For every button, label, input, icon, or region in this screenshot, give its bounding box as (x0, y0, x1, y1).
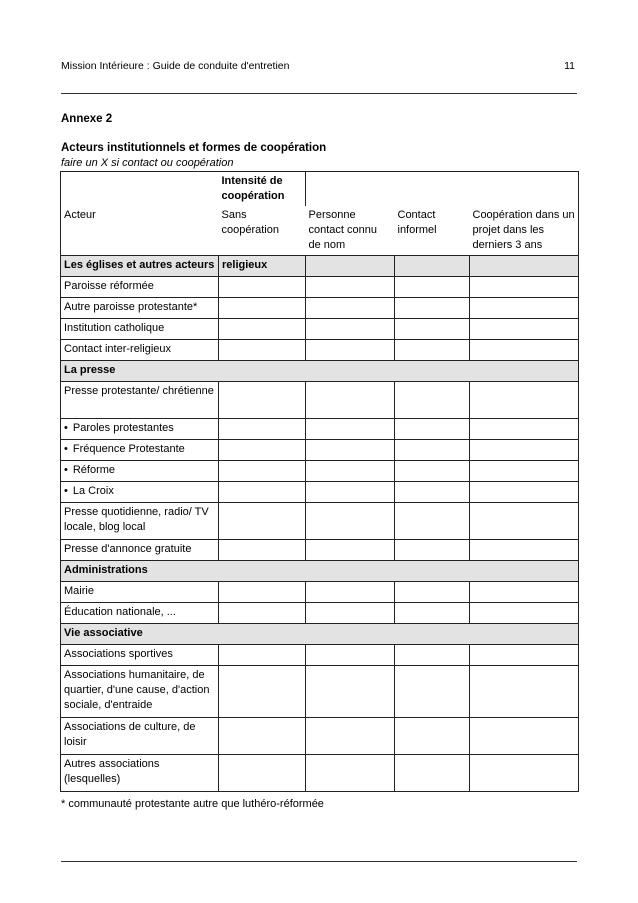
table-row (61, 482, 579, 503)
mark-cell[interactable] (219, 382, 306, 419)
mark-cell[interactable] (395, 340, 470, 361)
mark-cell[interactable] (470, 440, 579, 461)
mark-cell[interactable] (219, 440, 306, 461)
mark-cell[interactable] (306, 298, 395, 319)
section-row-associations (61, 624, 579, 645)
mark-cell[interactable] (306, 277, 395, 298)
mark-cell[interactable] (470, 666, 579, 718)
mark-cell[interactable] (306, 503, 395, 540)
mark-cell[interactable] (470, 482, 579, 503)
row-label: Presse d'annonce gratuite (61, 540, 219, 561)
mark-cell[interactable] (470, 718, 579, 755)
row-label: Paroisse réformée (61, 277, 219, 298)
mark-cell[interactable] (470, 755, 579, 792)
col-header-actor: Acteur (61, 206, 219, 256)
mark-cell[interactable] (306, 666, 395, 718)
mark-cell[interactable] (470, 603, 579, 624)
mark-cell[interactable] (395, 540, 470, 561)
section-title-cell: La presse (61, 361, 579, 382)
section-row-churches (61, 256, 579, 277)
mark-cell[interactable] (306, 718, 395, 755)
table-row (61, 419, 579, 440)
mark-cell[interactable] (306, 540, 395, 561)
header-empty-cell (61, 172, 219, 207)
mark-cell[interactable] (470, 340, 579, 361)
mark-cell[interactable] (395, 298, 470, 319)
table-row (61, 755, 579, 792)
table-row (61, 277, 579, 298)
mark-cell[interactable] (219, 319, 306, 340)
row-label: Autre paroisse protestante* (61, 298, 219, 319)
mark-cell[interactable] (395, 718, 470, 755)
mark-cell[interactable] (470, 298, 579, 319)
mark-cell[interactable] (470, 319, 579, 340)
row-label: Institution catholique (61, 319, 219, 340)
row-label: Éducation nationale, ... (61, 603, 219, 624)
row-label-bullet: • Fréquence Protestante (61, 440, 219, 461)
annex-title: Annexe 2 (61, 113, 113, 125)
mark-cell[interactable] (395, 419, 470, 440)
section-row-press (61, 361, 579, 382)
mark-cell[interactable] (219, 340, 306, 361)
mark-cell[interactable] (395, 603, 470, 624)
mark-cell[interactable] (219, 503, 306, 540)
mark-cell[interactable] (219, 718, 306, 755)
table-header-row (61, 172, 579, 207)
mark-cell[interactable] (395, 277, 470, 298)
table-row (61, 298, 579, 319)
row-label-bullet: • La Croix (61, 482, 219, 503)
mark-cell[interactable] (219, 755, 306, 792)
intensity-label: Intensité de coopération (219, 172, 306, 207)
mark-cell[interactable] (219, 277, 306, 298)
mark-cell[interactable] (306, 340, 395, 361)
mark-cell[interactable] (395, 440, 470, 461)
mark-cell[interactable] (219, 540, 306, 561)
page-header (61, 60, 577, 80)
mark-cell[interactable] (470, 277, 579, 298)
mark-cell[interactable] (219, 645, 306, 666)
section-empty-cell (470, 256, 579, 277)
mark-cell[interactable] (395, 319, 470, 340)
mark-cell[interactable] (219, 666, 306, 718)
header-empty-cell (306, 172, 395, 207)
section-title-tail: religieux (219, 256, 306, 277)
row-label: Presse quotidienne, radio/ TV locale, blog local (61, 503, 219, 540)
mark-cell[interactable] (306, 440, 395, 461)
mark-cell[interactable] (306, 755, 395, 792)
mark-cell[interactable] (219, 582, 306, 603)
instruction-text: faire un X si contact ou coopération (61, 157, 234, 169)
mark-cell[interactable] (470, 582, 579, 603)
col-header-informal: Contact informel (395, 206, 470, 256)
mark-cell[interactable] (395, 666, 470, 718)
mark-cell[interactable] (395, 461, 470, 482)
section-title-cell: Vie associative (61, 624, 579, 645)
mark-cell[interactable] (306, 482, 395, 503)
mark-cell[interactable] (470, 419, 579, 440)
col-header-none: Sans coopération (219, 206, 306, 256)
section-empty-cell (306, 256, 395, 277)
mark-cell[interactable] (395, 582, 470, 603)
header-empty-cell (470, 172, 579, 207)
mark-cell[interactable] (470, 382, 579, 419)
mark-cell[interactable] (470, 461, 579, 482)
mark-cell[interactable] (395, 482, 470, 503)
footnote: * communauté protestante autre que luthéro-réformée (61, 798, 324, 810)
mark-cell[interactable] (306, 419, 395, 440)
mark-cell[interactable] (306, 319, 395, 340)
table-row (61, 718, 579, 755)
table-row (61, 645, 579, 666)
mark-cell[interactable] (470, 540, 579, 561)
mark-cell[interactable] (219, 603, 306, 624)
header-divider (61, 93, 577, 94)
footer-divider (61, 861, 577, 862)
mark-cell[interactable] (470, 645, 579, 666)
section-title-cell: Administrations (61, 561, 579, 582)
row-label: Contact inter-religieux (61, 340, 219, 361)
mark-cell[interactable] (395, 755, 470, 792)
mark-cell[interactable] (219, 482, 306, 503)
row-label: Autres associations (lesquelles) (61, 755, 219, 792)
table-column-header-row (61, 206, 579, 256)
col-header-named-contact: Personne contact connu de nom (306, 206, 395, 256)
mark-cell[interactable] (219, 298, 306, 319)
table-row (61, 582, 579, 603)
mark-cell[interactable] (306, 645, 395, 666)
mark-cell[interactable] (306, 603, 395, 624)
section-empty-cell (395, 256, 470, 277)
mark-cell[interactable] (219, 419, 306, 440)
col-header-project: Coopération dans un projet dans les derniers 3 ans (470, 206, 579, 256)
table-row (61, 319, 579, 340)
row-label: Mairie (61, 582, 219, 603)
table-row (61, 461, 579, 482)
table-row (61, 666, 579, 718)
row-label-bullet: • Réforme (61, 461, 219, 482)
mark-cell[interactable] (306, 461, 395, 482)
mark-cell[interactable] (470, 503, 579, 540)
table-row (61, 382, 579, 419)
row-label: Associations humanitaire, de quartier, d'une cause, d'action sociale, d'entraide (61, 666, 219, 718)
page-number: 11 (564, 60, 575, 72)
header-empty-cell (395, 172, 470, 207)
mark-cell[interactable] (219, 461, 306, 482)
table-row (61, 503, 579, 540)
row-label: Presse protestante/ chrétienne (61, 382, 219, 419)
mark-cell[interactable] (306, 582, 395, 603)
table-row (61, 440, 579, 461)
row-label-bullet: • Paroles protestantes (61, 419, 219, 440)
row-label: Associations de culture, de loisir (61, 718, 219, 755)
section-title: Acteurs institutionnels et formes de coopération (61, 142, 327, 154)
section-row-administrations (61, 561, 579, 582)
table-row (61, 340, 579, 361)
table-row (61, 603, 579, 624)
table-row (61, 540, 579, 561)
mark-cell[interactable] (395, 645, 470, 666)
section-title-cell: Les églises et autres acteurs (61, 256, 219, 277)
row-label: Associations sportives (61, 645, 219, 666)
mark-cell[interactable] (395, 382, 470, 419)
mark-cell[interactable] (395, 503, 470, 540)
mark-cell[interactable] (306, 382, 395, 419)
cooperation-table (60, 171, 579, 792)
document-title: Mission Intérieure : Guide de conduite d'entretien (61, 60, 290, 72)
